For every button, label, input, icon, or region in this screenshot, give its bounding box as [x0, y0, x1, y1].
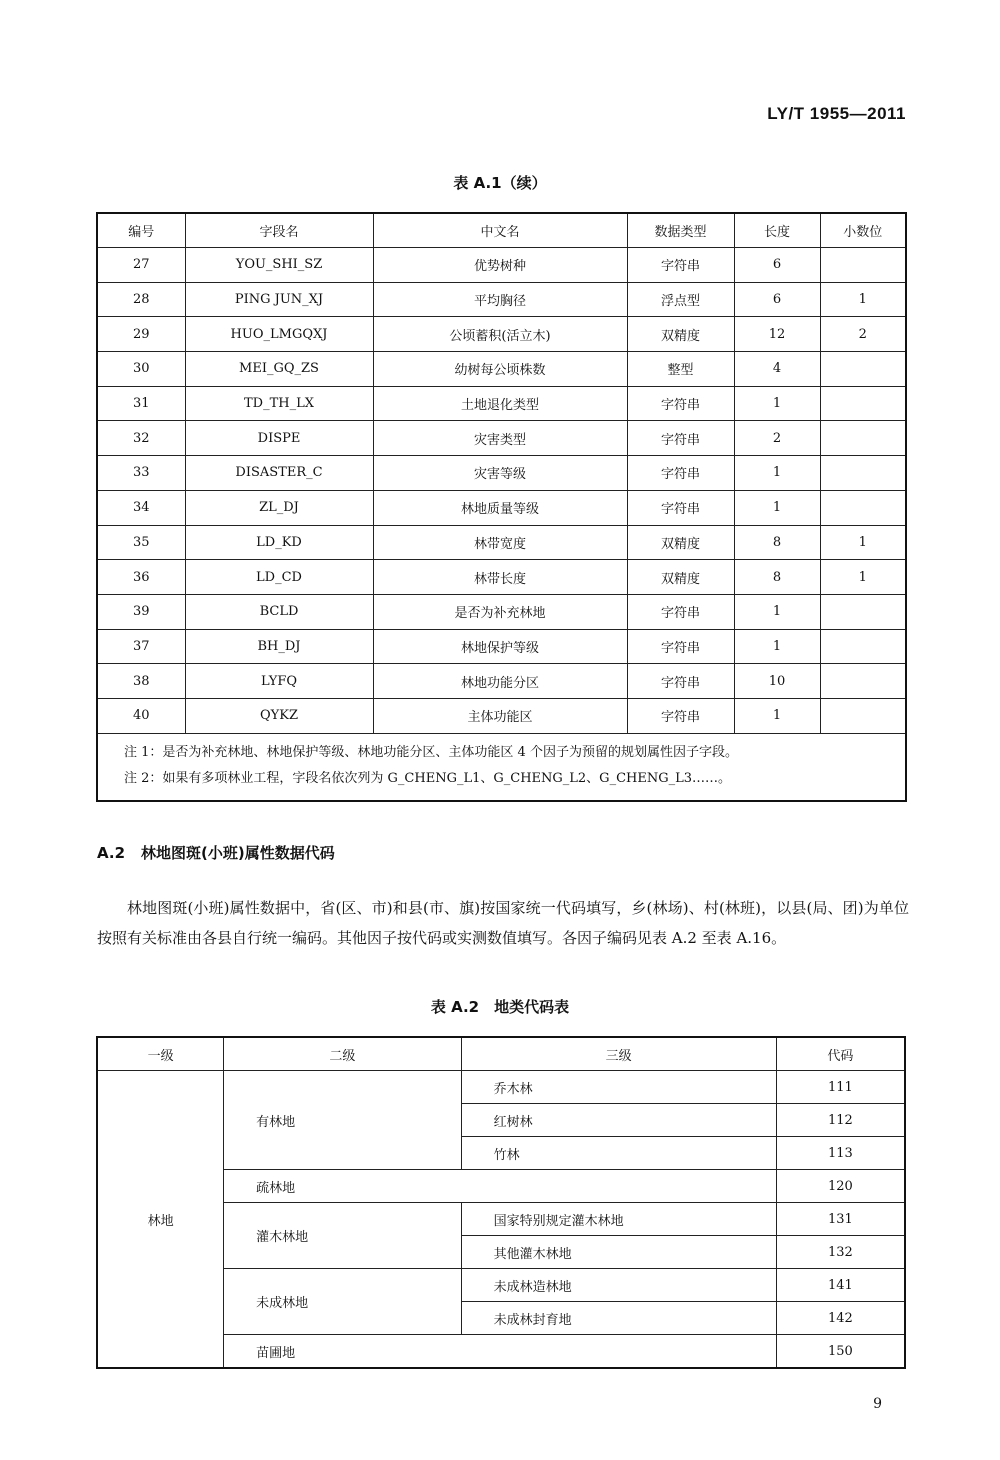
code-cell: 150 [776, 1335, 905, 1369]
id-cell: 28 [97, 282, 185, 317]
id-cell: 36 [97, 560, 185, 595]
length-cell: 10 [734, 664, 820, 699]
chinese-name-cell: 林地质量等级 [373, 490, 627, 525]
level3-cell: 乔木林 [461, 1071, 776, 1104]
code-cell: 113 [776, 1137, 905, 1170]
field-name-cell: TD_TH_LX [185, 386, 373, 421]
table-notes [97, 733, 906, 801]
code-cell: 142 [776, 1302, 905, 1335]
id-cell: 39 [97, 594, 185, 629]
id-cell: 30 [97, 352, 185, 387]
length-cell: 1 [734, 629, 820, 664]
level2-cell: 灌木林地 [224, 1203, 461, 1269]
page-number: 9 [873, 1396, 882, 1412]
table-row [97, 664, 906, 699]
chinese-name-cell: 幼树每公顷株数 [373, 352, 627, 387]
table-row [97, 248, 906, 283]
field-name-cell: LD_CD [185, 560, 373, 595]
level3-cell: 国家特别规定灌木林地 [461, 1203, 776, 1236]
decimal-cell [820, 248, 906, 283]
chinese-name-cell: 土地退化类型 [373, 386, 627, 421]
level3-cell: 未成林造林地 [461, 1269, 776, 1302]
id-cell: 32 [97, 421, 185, 456]
length-cell: 6 [734, 248, 820, 283]
id-cell: 40 [97, 698, 185, 733]
length-cell: 1 [734, 490, 820, 525]
decimal-cell: 2 [820, 317, 906, 352]
table-a2 [96, 1036, 906, 1369]
data-type-cell: 字符串 [627, 421, 734, 456]
table-row [97, 317, 906, 352]
level3-cell: 竹林 [461, 1137, 776, 1170]
length-cell: 8 [734, 525, 820, 560]
chinese-name-cell: 灾害类型 [373, 421, 627, 456]
level1-cell: 林地 [97, 1071, 224, 1369]
decimal-cell [820, 490, 906, 525]
decimal-cell: 1 [820, 282, 906, 317]
data-type-cell: 字符串 [627, 594, 734, 629]
data-type-cell: 整型 [627, 352, 734, 387]
col-header: 字段名 [185, 213, 373, 248]
field-name-cell: BH_DJ [185, 629, 373, 664]
table-row [97, 560, 906, 595]
note-1: 注 1：是否为补充林地、林地保护等级、林地功能分区、主体功能区 4 个因子为预留的规划属性因子字段。 [124, 744, 738, 760]
level3-cell: 其他灌木林地 [461, 1236, 776, 1269]
field-name-cell: LD_KD [185, 525, 373, 560]
length-cell: 2 [734, 421, 820, 456]
table-row [97, 352, 906, 387]
decimal-cell [820, 629, 906, 664]
table-row [97, 629, 906, 664]
code-cell: 120 [776, 1170, 905, 1203]
table-row [97, 421, 906, 456]
section-heading [97, 842, 335, 863]
data-type-cell: 字符串 [627, 698, 734, 733]
decimal-cell [820, 698, 906, 733]
field-name-cell: ZL_DJ [185, 490, 373, 525]
length-cell: 8 [734, 560, 820, 595]
table-row [97, 282, 906, 317]
decimal-cell [820, 352, 906, 387]
decimal-cell [820, 421, 906, 456]
length-cell: 12 [734, 317, 820, 352]
col-header: 编号 [97, 213, 185, 248]
table-header-row [97, 1037, 905, 1071]
data-type-cell: 字符串 [627, 386, 734, 421]
level2-cell: 疏林地 [224, 1170, 777, 1203]
field-name-cell: LYFQ [185, 664, 373, 699]
data-type-cell: 双精度 [627, 560, 734, 595]
standard-code: LY/T 1955—2011 [767, 104, 906, 123]
table-row [97, 698, 906, 733]
col-header: 二级 [224, 1037, 461, 1071]
section-number: A.2 [97, 844, 126, 862]
length-cell: 1 [734, 698, 820, 733]
length-cell: 1 [734, 594, 820, 629]
data-type-cell: 双精度 [627, 317, 734, 352]
note-2: 注 2：如果有多项林业工程，字段名依次列为 G_CHENG_L1、G_CHENG_L2、G_CHENG_L3……。 [124, 770, 732, 786]
col-header: 一级 [97, 1037, 224, 1071]
col-header: 长度 [734, 213, 820, 248]
id-cell: 37 [97, 629, 185, 664]
field-name-cell: PING JUN_XJ [185, 282, 373, 317]
decimal-cell [820, 386, 906, 421]
id-cell: 38 [97, 664, 185, 699]
chinese-name-cell: 主体功能区 [373, 698, 627, 733]
decimal-cell [820, 594, 906, 629]
id-cell: 34 [97, 490, 185, 525]
field-name-cell: QYKZ [185, 698, 373, 733]
decimal-cell [820, 664, 906, 699]
table-row [97, 490, 906, 525]
col-header: 三级 [461, 1037, 776, 1071]
col-header: 代码 [776, 1037, 905, 1071]
table-a2-caption: 表 A.2 地类代码表 [430, 998, 570, 1016]
field-name-cell: YOU_SHI_SZ [185, 248, 373, 283]
length-cell: 4 [734, 352, 820, 387]
data-type-cell: 浮点型 [627, 282, 734, 317]
field-name-cell: DISPE [185, 421, 373, 456]
decimal-cell: 1 [820, 525, 906, 560]
chinese-name-cell: 公顷蓄积(活立木) [373, 317, 627, 352]
level2-cell: 有林地 [224, 1071, 461, 1170]
table-row [97, 525, 906, 560]
id-cell: 33 [97, 456, 185, 491]
table-row [97, 456, 906, 491]
id-cell: 27 [97, 248, 185, 283]
chinese-name-cell: 林地功能分区 [373, 664, 627, 699]
chinese-name-cell: 平均胸径 [373, 282, 627, 317]
data-type-cell: 字符串 [627, 490, 734, 525]
col-header: 中文名 [373, 213, 627, 248]
level3-cell: 红树林 [461, 1104, 776, 1137]
decimal-cell: 1 [820, 560, 906, 595]
section-paragraph: 林地图斑(小班)属性数据中，省(区、市)和县(市、旗)按国家统一代码填写，乡(林场)、村(林班)，以县(局、团)为单位按照有关标准由各县自行统一编码。其他因子按代码或实测数值填写。各因子编码见表 A.2 至表 A.16。 [97, 899, 909, 947]
length-cell: 1 [734, 386, 820, 421]
table-row [97, 1071, 905, 1104]
col-header: 小数位 [820, 213, 906, 248]
chinese-name-cell: 是否为补充林地 [373, 594, 627, 629]
chinese-name-cell: 灾害等级 [373, 456, 627, 491]
decimal-cell [820, 456, 906, 491]
chinese-name-cell: 林地保护等级 [373, 629, 627, 664]
level2-cell: 未成林地 [224, 1269, 461, 1335]
id-cell: 35 [97, 525, 185, 560]
id-cell: 31 [97, 386, 185, 421]
data-type-cell: 双精度 [627, 525, 734, 560]
table-header-row [97, 213, 906, 248]
data-type-cell: 字符串 [627, 248, 734, 283]
length-cell: 6 [734, 282, 820, 317]
id-cell: 29 [97, 317, 185, 352]
chinese-name-cell: 林带长度 [373, 560, 627, 595]
table-notes-row [97, 733, 906, 801]
chinese-name-cell: 林带宽度 [373, 525, 627, 560]
col-header: 数据类型 [627, 213, 734, 248]
chinese-name-cell: 优势树种 [373, 248, 627, 283]
code-cell: 132 [776, 1236, 905, 1269]
table-a1 [96, 212, 907, 802]
code-cell: 112 [776, 1104, 905, 1137]
level3-cell: 未成林封育地 [461, 1302, 776, 1335]
code-cell: 111 [776, 1071, 905, 1104]
code-cell: 131 [776, 1203, 905, 1236]
field-name-cell: HUO_LMGQXJ [185, 317, 373, 352]
field-name-cell: MEI_GQ_ZS [185, 352, 373, 387]
level2-cell: 苗圃地 [224, 1335, 777, 1369]
field-name-cell: DISASTER_C [185, 456, 373, 491]
section-title: 林地图斑(小班)属性数据代码 [141, 844, 335, 862]
data-type-cell: 字符串 [627, 629, 734, 664]
code-cell: 141 [776, 1269, 905, 1302]
field-name-cell: BCLD [185, 594, 373, 629]
data-type-cell: 字符串 [627, 664, 734, 699]
table-row [97, 594, 906, 629]
data-type-cell: 字符串 [627, 456, 734, 491]
table-row [97, 386, 906, 421]
length-cell: 1 [734, 456, 820, 491]
table-a1-caption: 表 A.1（续） [453, 174, 547, 192]
